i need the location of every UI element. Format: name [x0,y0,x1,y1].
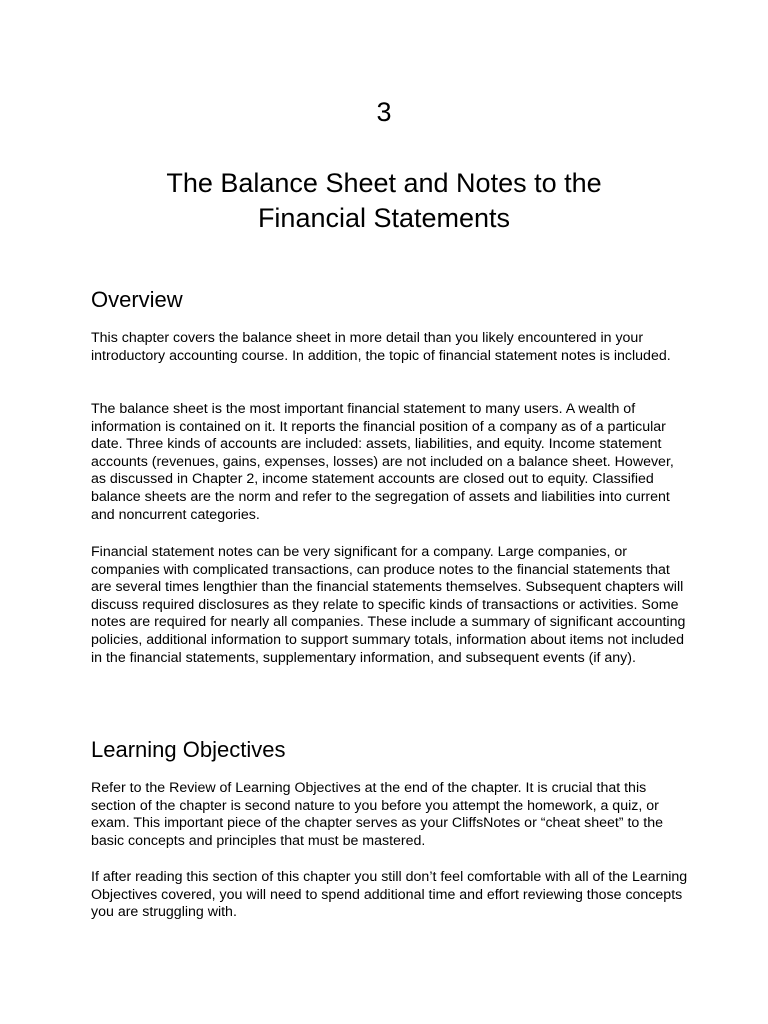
overview-heading: Overview [91,287,183,312]
overview-paragraph-1: This chapter covers the balance sheet in more detail than you likely encountered in your introductory accounting course. In addition, the topic of financial statement notes is included. [91,330,671,364]
chapter-title [0,166,768,236]
overview-paragraph-3: Financial statement notes can be very significant for a company. Large companies, or companies with complicated transactions, can produce notes to the financial statements that are several times lengthier than the financial statements themselves. Subsequent chapters will discuss required disclosures as they relate to specific kinds of transactions or activities. Some notes are required for nearly all companies. These include a summary of significant accounting policies, additional information to support summary totals, information about items not included in the financial statements, supplementary information, and subsequent events (if any). [91,544,686,666]
learning-objectives-paragraph-1: Refer to the Review of Learning Objectives at the end of the chapter. It is crucial that this section of the chapter is second nature to you before you attempt the homework, a quiz, or exam. This important piece of the chapter serves as your CliffsNotes or “cheat sheet” to the basic concepts and principles that must be mastered. [91,780,663,849]
chapter-number: 3 [376,97,392,127]
chapter-title-line-2: Financial Statements [257,203,511,233]
chapter-title-line-1: The Balance Sheet and Notes to the [166,168,602,198]
learning-objectives-paragraph-2: If after reading this section of this chapter you still don’t feel comfortable with all of the Learning Objectives covered, you will need to spend additional time and effort reviewing those concepts you are struggling with. [91,869,688,921]
overview-paragraph-2: The balance sheet is the most important financial statement to many users. A wealth of information is contained on it. It reports the financial position of a company as of a particular date. Three kinds of accounts are included: assets, liabilities, and equity. Income statement accounts (revenues, gains, expenses, losses) are not included on a balance sheet. However, as discussed in Chapter 2, income statement accounts are closed out to equity. Classified balance sheets are the norm and refer to the segregation of assets and liabilities into current and noncurrent categories. [91,401,674,523]
learning-objectives-heading: Learning Objectives [91,737,286,762]
